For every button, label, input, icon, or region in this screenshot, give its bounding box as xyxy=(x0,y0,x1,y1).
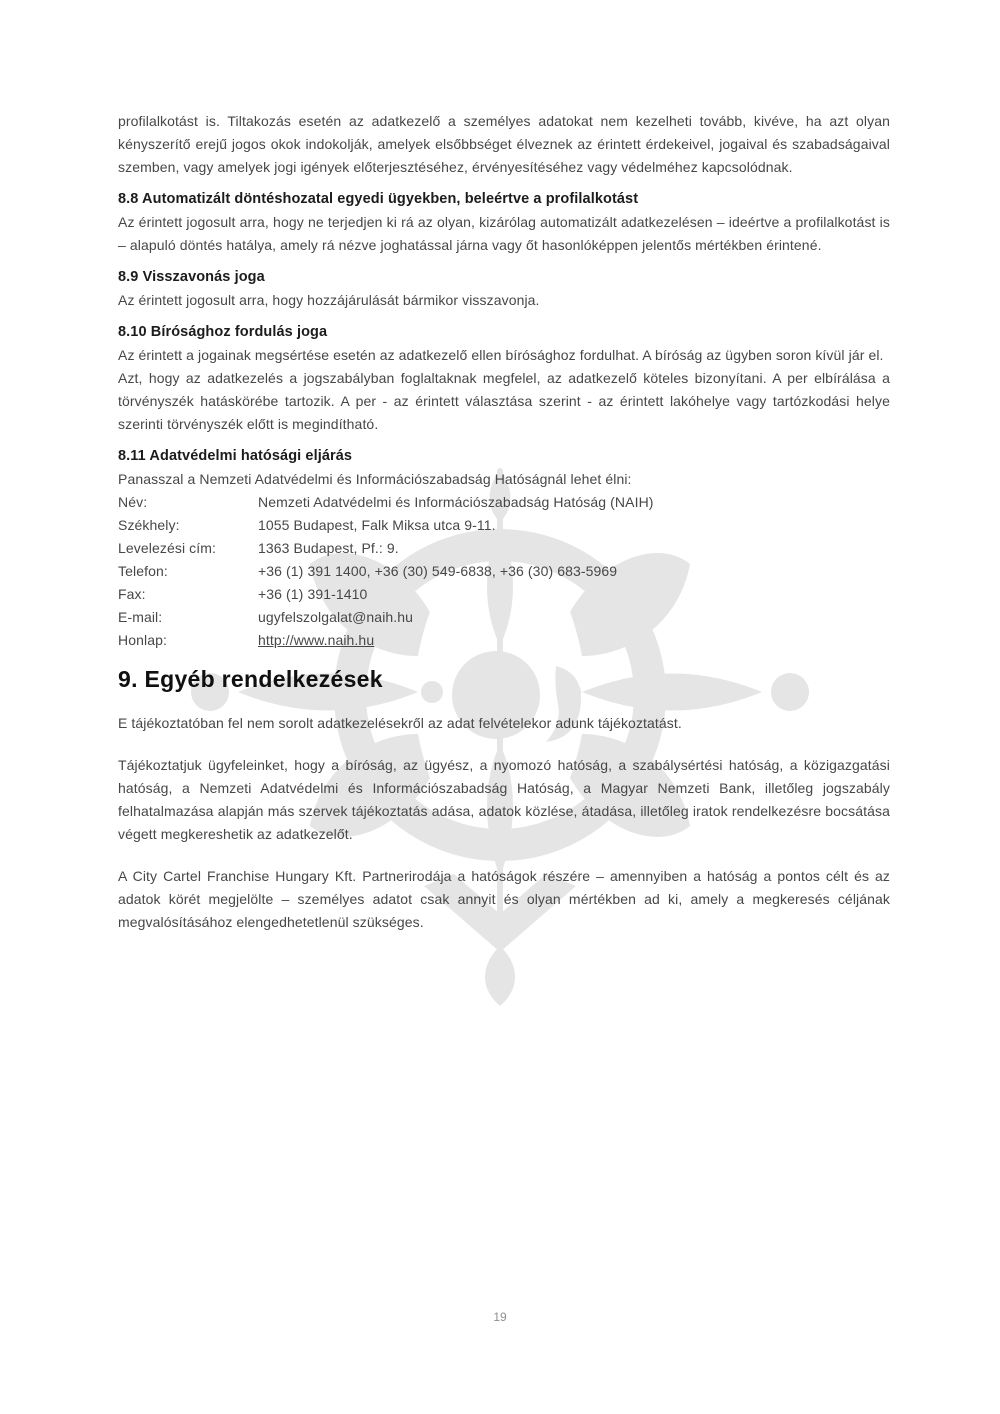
heading-8-9: 8.9 Visszavonás joga xyxy=(118,269,265,285)
contact-label: Fax: xyxy=(118,586,146,602)
contact-value: 1055 Budapest, Falk Miksa utca 9-11. xyxy=(258,517,496,533)
paragraph-9-c: A City Cartel Franchise Hungary Kft. Partnerirodája a hatóságok részére – amennyiben a hatóság a pontos célt és az adatok körét megjelölte – személyes adatot csak annyit és olyan mértékben ad ki, amely a megkeresés céljának megvalósításához elengedhetetlenül szükséges. xyxy=(118,868,890,930)
paragraph-9-b: Tájékoztatjuk ügyfeleinket, hogy a bíróság, az ügyész, a nyomozó hatóság, a szabálysértési hatóság, a közigazgatási hatóság, a Nemzeti Adatvédelmi és Információszabadság Hatóság, a Magyar Nemzeti Bank, illetőleg jogszabály felhatalmazása alapján más szervek tájékoztatás adása, adatok közlése, átadása, illetőleg iratok rendelkezésre bocsátása végett megkereshetik az adatkezelőt. xyxy=(118,757,890,842)
naih-website-link[interactable]: http://www.naih.hu xyxy=(258,632,375,648)
contact-label: Székhely: xyxy=(118,517,180,533)
paragraph-8-8: Az érintett jogosult arra, hogy ne terjedjen ki rá az olyan, kizárólag automatizált adatkezelésen – ideértve a profilalkotást is – alapuló döntés hatálya, amely rá nézve joghatással járna vagy őt hasonlóképpen jelentős mértékben érintené. xyxy=(118,214,890,253)
contact-label: E-mail: xyxy=(118,609,163,625)
heading-8-8: 8.8 Automatizált döntéshozatal egyedi ügyekben, beleértve a profilalkotást xyxy=(118,191,639,207)
contact-row-website xyxy=(118,629,890,652)
contact-value: 1363 Budapest, Pf.: 9. xyxy=(258,540,399,556)
contact-row-name xyxy=(118,491,890,514)
paragraph-profiling-continuation: profilalkotást is. Tiltakozás esetén az adatkezelő a személyes adatokat nem kezelheti tovább, kivéve, ha azt olyan kényszerítő erejű jogos okok indokolják, amelyek elsőbbséget élveznek az érintett érdekeivel, jogaival és szabadságaival szemben, vagy amelyek jogi igények előterjesztéséhez, érvényesítéséhez vagy védelméhez kapcsolódnak. xyxy=(118,113,890,175)
paragraph-9-a: E tájékoztatóban fel nem sorolt adatkezelésekről az adat felvételekor adunk tájékoztatást. xyxy=(118,715,682,731)
contact-row-address xyxy=(118,514,890,537)
contact-label: Levelezési cím: xyxy=(118,540,216,556)
paragraph-8-9: Az érintett jogosult arra, hogy hozzájárulását bármikor visszavonja. xyxy=(118,292,540,308)
heading-9: 9. Egyéb rendelkezések xyxy=(118,666,383,692)
contact-row-phone xyxy=(118,560,890,583)
authority-contact-table xyxy=(118,491,890,652)
page-number: 19 xyxy=(493,1310,507,1324)
contact-row-mailing-address xyxy=(118,537,890,560)
contact-row-email xyxy=(118,606,890,629)
contact-value: ugyfelszolgalat@naih.hu xyxy=(258,609,414,625)
contact-row-fax xyxy=(118,583,890,606)
contact-value: +36 (1) 391-1410 xyxy=(258,586,368,602)
contact-value: +36 (1) 391 1400, +36 (30) 549-6838, +36 (30) 683-5969 xyxy=(258,563,618,579)
contact-label: Honlap: xyxy=(118,632,167,648)
paragraph-8-11-lead: Panasszal a Nemzeti Adatvédelmi és Információszabadság Hatóságnál lehet élni: xyxy=(118,471,632,487)
contact-label: Név: xyxy=(118,494,148,510)
contact-label: Telefon: xyxy=(118,563,168,579)
heading-8-11: 8.11 Adatvédelmi hatósági eljárás xyxy=(118,448,353,464)
heading-8-10: 8.10 Bírósághoz fordulás joga xyxy=(118,324,328,340)
contact-value: Nemzeti Adatvédelmi és Információszabadság Hatóság (NAIH) xyxy=(258,494,654,510)
paragraph-8-10-a: Az érintett a jogainak megsértése esetén az adatkezelő ellen bírósághoz fordulhat. A bíróság az ügyben soron kívül jár el. xyxy=(118,347,884,363)
paragraph-8-10-b: Azt, hogy az adatkezelés a jogszabályban foglaltaknak megfelel, az adatkezelő köteles bizonyítani. A per elbírálása a törvényszék hatáskörébe tartozik. A per - az érintett választása szerint - az érintett lakóhelye vagy tartózkodási helye szerinti törvényszék előtt is megindítható. xyxy=(118,370,890,432)
document-content xyxy=(118,110,890,934)
